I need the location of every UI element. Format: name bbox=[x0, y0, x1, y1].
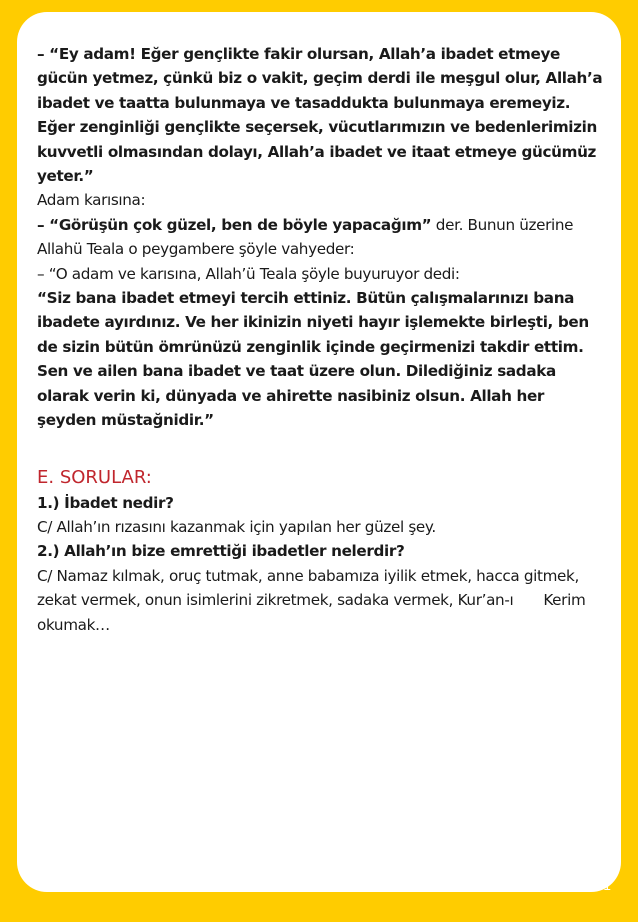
answer-2-end: Kerim okumak… bbox=[37, 591, 586, 634]
series-label-line-1: ERDEMLER bbox=[539, 843, 615, 858]
answer-2-start: C/ Namaz kılmak, oruç tutmak, anne babamıza iyilik etmek, hacca gitmek, zekat vermek, onun isimlerini zikretmek, sadaka vermek, Kur’an-ı bbox=[37, 566, 579, 610]
page-content bbox=[37, 42, 607, 637]
story-paragraph-revelation: “Siz bana ibadet etmeyi tercih ettiniz. Bütün çalışmalarınızı bana ibadete ayırdınız. Ve her ikinizin niyeti hayır işlemekte birleşti, ben de sizin bütün ömrünüzü zenginlik içinde geçirmenizi takdir ettim. Sen ve ailen bana ibadet ve taat üzere olun. Dilediğiniz sadaka olarak verin ki, dünyada ve ahirette nasibiniz olsun. Allah her şeyden müstağnidir.” bbox=[37, 289, 589, 430]
answer-1: C/ Allah’ın rızasını kazanmak için yapılan her güzel şey. bbox=[37, 517, 436, 536]
man-reply-quote: – “Görüşün çok güzel, ben de böyle yapacağım” bbox=[37, 215, 432, 234]
story-paragraph-wife-speech: – “Ey adam! Eğer gençlikte fakir olursan, Allah’a ibadet etmeye gücün yetmez, çünkü biz o vakit, geçim derdi ile meşgul olur, Allah’a ibadet ve taatta bulunmaya ve tasaddukta bulunmaya eremeyiz. Eğer zenginliği gençlikte seçersek, vücutlarımızın ve bedenlerimizin kuvvetli olmasından dolayı, Allah’a ibadet ve itaat etmeye gücümüz yeter.” bbox=[37, 45, 603, 186]
story-paragraph-man-reply bbox=[37, 213, 607, 262]
answer-2 bbox=[37, 564, 607, 637]
page-title: İBADET bbox=[55, 858, 147, 886]
questions-heading: E. SORULAR: bbox=[37, 466, 152, 488]
series-label bbox=[526, 842, 628, 895]
story-paragraph-man-to-wife: Adam karısına: bbox=[37, 191, 146, 210]
story-paragraph-revelation-intro: – “O adam ve karısına, Allah’ü Teala şöyle buyuruyor dedi: bbox=[37, 264, 460, 283]
question-1: 1.) İbadet nedir? bbox=[37, 493, 174, 512]
series-label-line-2: EĞİTİMİ bbox=[551, 860, 603, 876]
series-label-line-3: İLKOKUL 1 bbox=[543, 878, 611, 893]
man-reply-rest: der. Bunun üzerine Allahü Teala o peygambere şöyle vahyeder: bbox=[37, 215, 574, 259]
question-2: 2.) Allah’ın bize emrettiği ibadetler nelerdir? bbox=[37, 542, 405, 561]
